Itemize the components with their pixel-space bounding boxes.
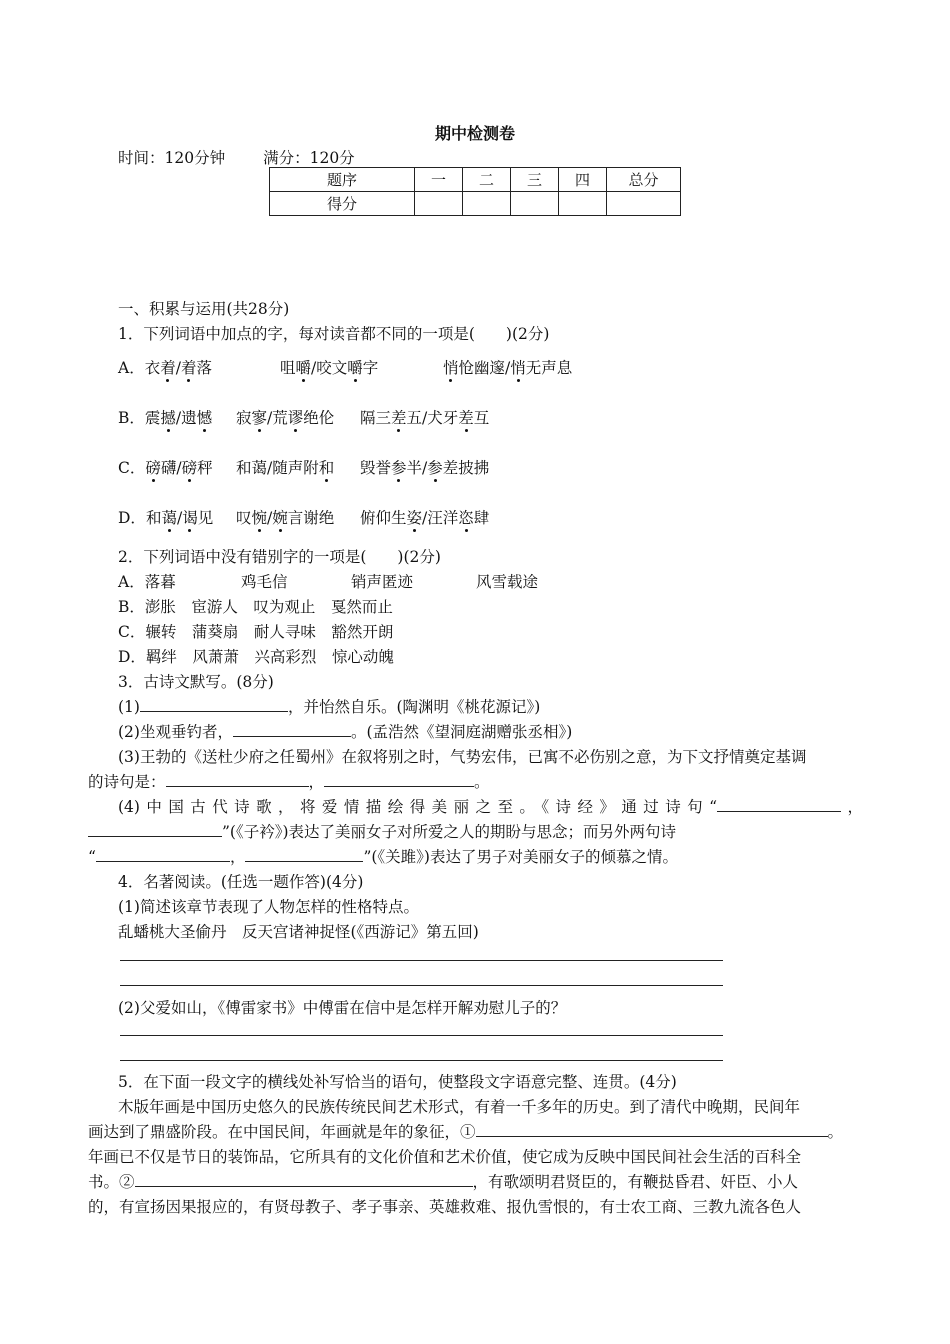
dotted-char: 磅 xyxy=(181,459,198,477)
score-table xyxy=(269,167,681,216)
answer-line[interactable] xyxy=(120,985,723,986)
q5-paragraph-line: 的，有宣扬因果报应的，有贤母教子、孝子事亲、英雄救难、报仇雪恨的，有士农工商、三教九流各色人 xyxy=(88,1198,802,1216)
option-label: B． xyxy=(118,409,145,427)
q2-option-a[interactable]: A．落暮 xyxy=(118,573,176,591)
score-input-cell[interactable] xyxy=(415,192,463,216)
q1-option-a-word3: 悄怆幽邃/悄无声息 xyxy=(443,359,573,377)
q4-prompt-2: (2)父爱如山，《傅雷家书》中傅雷在信中是怎样开解劝慰儿子的？ xyxy=(118,999,567,1017)
q1-option-a-word2: 咀嚼/咬文嚼字 xyxy=(280,359,379,377)
section-heading: 一、积累与运用(共28分) xyxy=(118,300,290,318)
dotted-char: 悄 xyxy=(510,359,526,377)
dotted-char: 差 xyxy=(391,409,407,427)
score-cell: 总分 xyxy=(607,168,681,192)
score-cell: 得分 xyxy=(270,192,415,216)
q2-option-d[interactable]: D．羁绊 风萧萧 兴高彩烈 惊心动魄 xyxy=(118,648,394,666)
dotted-char: 和 xyxy=(318,459,335,477)
answer-blank[interactable] xyxy=(166,770,309,787)
score-cell: 三 xyxy=(511,168,559,192)
dotted-char: 婉 xyxy=(272,509,288,527)
answer-blank[interactable] xyxy=(324,770,474,787)
q2-option-a-word2: 鸡毛信 xyxy=(241,573,288,591)
answer-blank[interactable] xyxy=(476,1120,828,1137)
q3-item-2: (2)坐观垂钓者， 。(孟浩然《望洞庭湖赠张丞相》) xyxy=(118,720,572,742)
option-label: C． xyxy=(118,459,146,477)
dotted-char: 恣 xyxy=(458,509,474,527)
option-label: D． xyxy=(118,509,146,527)
q4-prompt-1: (1)简述该章节表现了人物怎样的性格特点。 xyxy=(118,898,419,916)
q1-stem: 1．下列词语中加点的字，每对读音都不同的一项是( )(2分) xyxy=(118,325,550,343)
exam-full-score: 满分：120分 xyxy=(263,149,355,167)
dotted-char: 姿 xyxy=(406,509,423,527)
q1-option-c-word2: 和蔼/随声附和 xyxy=(236,459,335,477)
answer-blank[interactable] xyxy=(96,845,230,862)
q4-stem: 4．名著阅读。(任选一题作答)(4分) xyxy=(118,873,364,891)
answer-blank[interactable] xyxy=(135,1170,473,1187)
dotted-char: 嚼 xyxy=(347,359,363,377)
dotted-char: 参 xyxy=(391,459,407,477)
answer-blank[interactable] xyxy=(88,820,222,837)
q2-option-a-word3: 销声匿迹 xyxy=(351,573,414,591)
dotted-char: 谒 xyxy=(182,509,198,527)
q3-stem: 3．古诗文默写。(8分) xyxy=(118,673,274,691)
dotted-char: 悄 xyxy=(443,359,459,377)
q5-paragraph-line: 书。② ，有歌颂明君贤臣的，有鞭挞昏君、奸臣、小人 xyxy=(88,1170,798,1192)
dotted-char: 嚼 xyxy=(295,359,312,377)
answer-line[interactable] xyxy=(120,960,723,961)
dotted-char: 惋 xyxy=(251,509,268,527)
q5-paragraph-line: 年画已不仅是节日的装饰品，它所具有的文化价值和艺术价值，使它成为反映中国民间社会生活的百科全 xyxy=(88,1148,802,1166)
score-table-header xyxy=(270,168,681,192)
answer-blank[interactable] xyxy=(233,720,351,737)
dotted-char: 谬 xyxy=(287,409,304,427)
dotted-char: 着 xyxy=(160,359,176,377)
q1-option-c[interactable]: C．磅礴/磅秤 xyxy=(118,459,213,477)
dotted-char: 着 xyxy=(180,359,197,377)
q2-stem: 2．下列词语中没有错别字的一项是( )(2分) xyxy=(118,548,441,566)
answer-line[interactable] xyxy=(120,1060,723,1061)
dotted-char: 磅 xyxy=(145,459,161,477)
dotted-char: 撼 xyxy=(160,409,176,427)
exam-time: 时间：120分钟 xyxy=(118,149,226,167)
dotted-char: 憾 xyxy=(196,409,213,427)
score-input-cell[interactable] xyxy=(607,192,681,216)
answer-line[interactable] xyxy=(120,1035,723,1036)
q1-option-b-word3: 隔三差五/犬牙差互 xyxy=(360,409,490,427)
score-input-cell[interactable] xyxy=(463,192,511,216)
q2-option-c[interactable]: C．辗转 蒲葵扇 耐人寻味 豁然开朗 xyxy=(118,623,394,641)
q1-option-b-word2: 寂寥/荒谬绝伦 xyxy=(236,409,335,427)
q1-option-c-word3: 毁誉参半/参差披拂 xyxy=(360,459,490,477)
answer-blank[interactable] xyxy=(245,845,363,862)
option-label: A． xyxy=(118,359,145,377)
q1-option-a[interactable]: A．衣着/着落 xyxy=(118,359,212,377)
score-cell: 四 xyxy=(559,168,607,192)
score-cell: 题序 xyxy=(270,168,415,192)
q4-chapter-title: 乱蟠桃大圣偷丹 反天宫诸神捉怪(《西游记》第五回) xyxy=(118,923,479,941)
dotted-char: 寥 xyxy=(251,409,268,427)
q5-paragraph-line: 画达到了鼎盛阶段。在中国民间，年画就是年的象征，① 。 xyxy=(88,1120,843,1142)
page-title: 期中检测卷 xyxy=(434,124,515,143)
q5-paragraph-line: 木版年画是中国历史悠久的民族传统民间艺术形式，有着一千多年的历史。到了清代中晚期，民间年 xyxy=(118,1098,801,1116)
q3-item-3-line1: (3)王勃的《送杜少府之任蜀州》在叙将别之时，气势宏伟，已寓不必伤别之意，为下文抒情奠定基调 xyxy=(118,748,807,766)
score-cell: 二 xyxy=(463,168,511,192)
q2-option-a-word4: 风雪载途 xyxy=(476,573,539,591)
answer-blank[interactable] xyxy=(717,795,841,812)
score-cell: 一 xyxy=(415,168,463,192)
q2-option-b[interactable]: B．澎胀 宦游人 叹为观止 戛然而止 xyxy=(118,598,393,616)
score-input-cell[interactable] xyxy=(511,192,559,216)
q1-option-d-word2: 叹惋/婉言谢绝 xyxy=(236,509,335,527)
dotted-char: 参 xyxy=(427,459,443,477)
q3-item-4-line2: ”(《子衿》)表达了美丽女子对所爱之人的期盼与思念；而另外两句诗 xyxy=(88,820,676,842)
score-input-cell[interactable] xyxy=(559,192,607,216)
dotted-char: 差 xyxy=(458,409,474,427)
q3-item-4-line3: “ ， ”(《关雎》)表达了男子对美丽女子的倾慕之情。 xyxy=(88,845,678,867)
q1-option-b[interactable]: B．震撼/遗憾 xyxy=(118,409,213,427)
exam-meta xyxy=(118,146,393,168)
q3-item-4-line1: (4)中国古代诗歌，将爱情描绘得美丽之至。《诗经》通过诗句“ ， xyxy=(118,795,863,817)
q3-item-1: (1) ，并怡然自乐。(陶渊明《桃花源记》) xyxy=(118,695,540,717)
q3-item-3-line2: 的诗句是： ， 。 xyxy=(88,770,490,792)
answer-blank[interactable] xyxy=(140,695,288,712)
q5-stem: 5．在下面一段文字的横线处补写恰当的语句，使整段文字语意完整、连贯。(4分) xyxy=(118,1073,677,1091)
score-table-row xyxy=(270,192,681,216)
q1-option-d[interactable]: D．和蔼/谒见 xyxy=(118,509,214,527)
dotted-char: 蔼 xyxy=(161,509,177,527)
q1-option-d-word3: 俯仰生姿/汪洋恣肆 xyxy=(360,509,490,527)
